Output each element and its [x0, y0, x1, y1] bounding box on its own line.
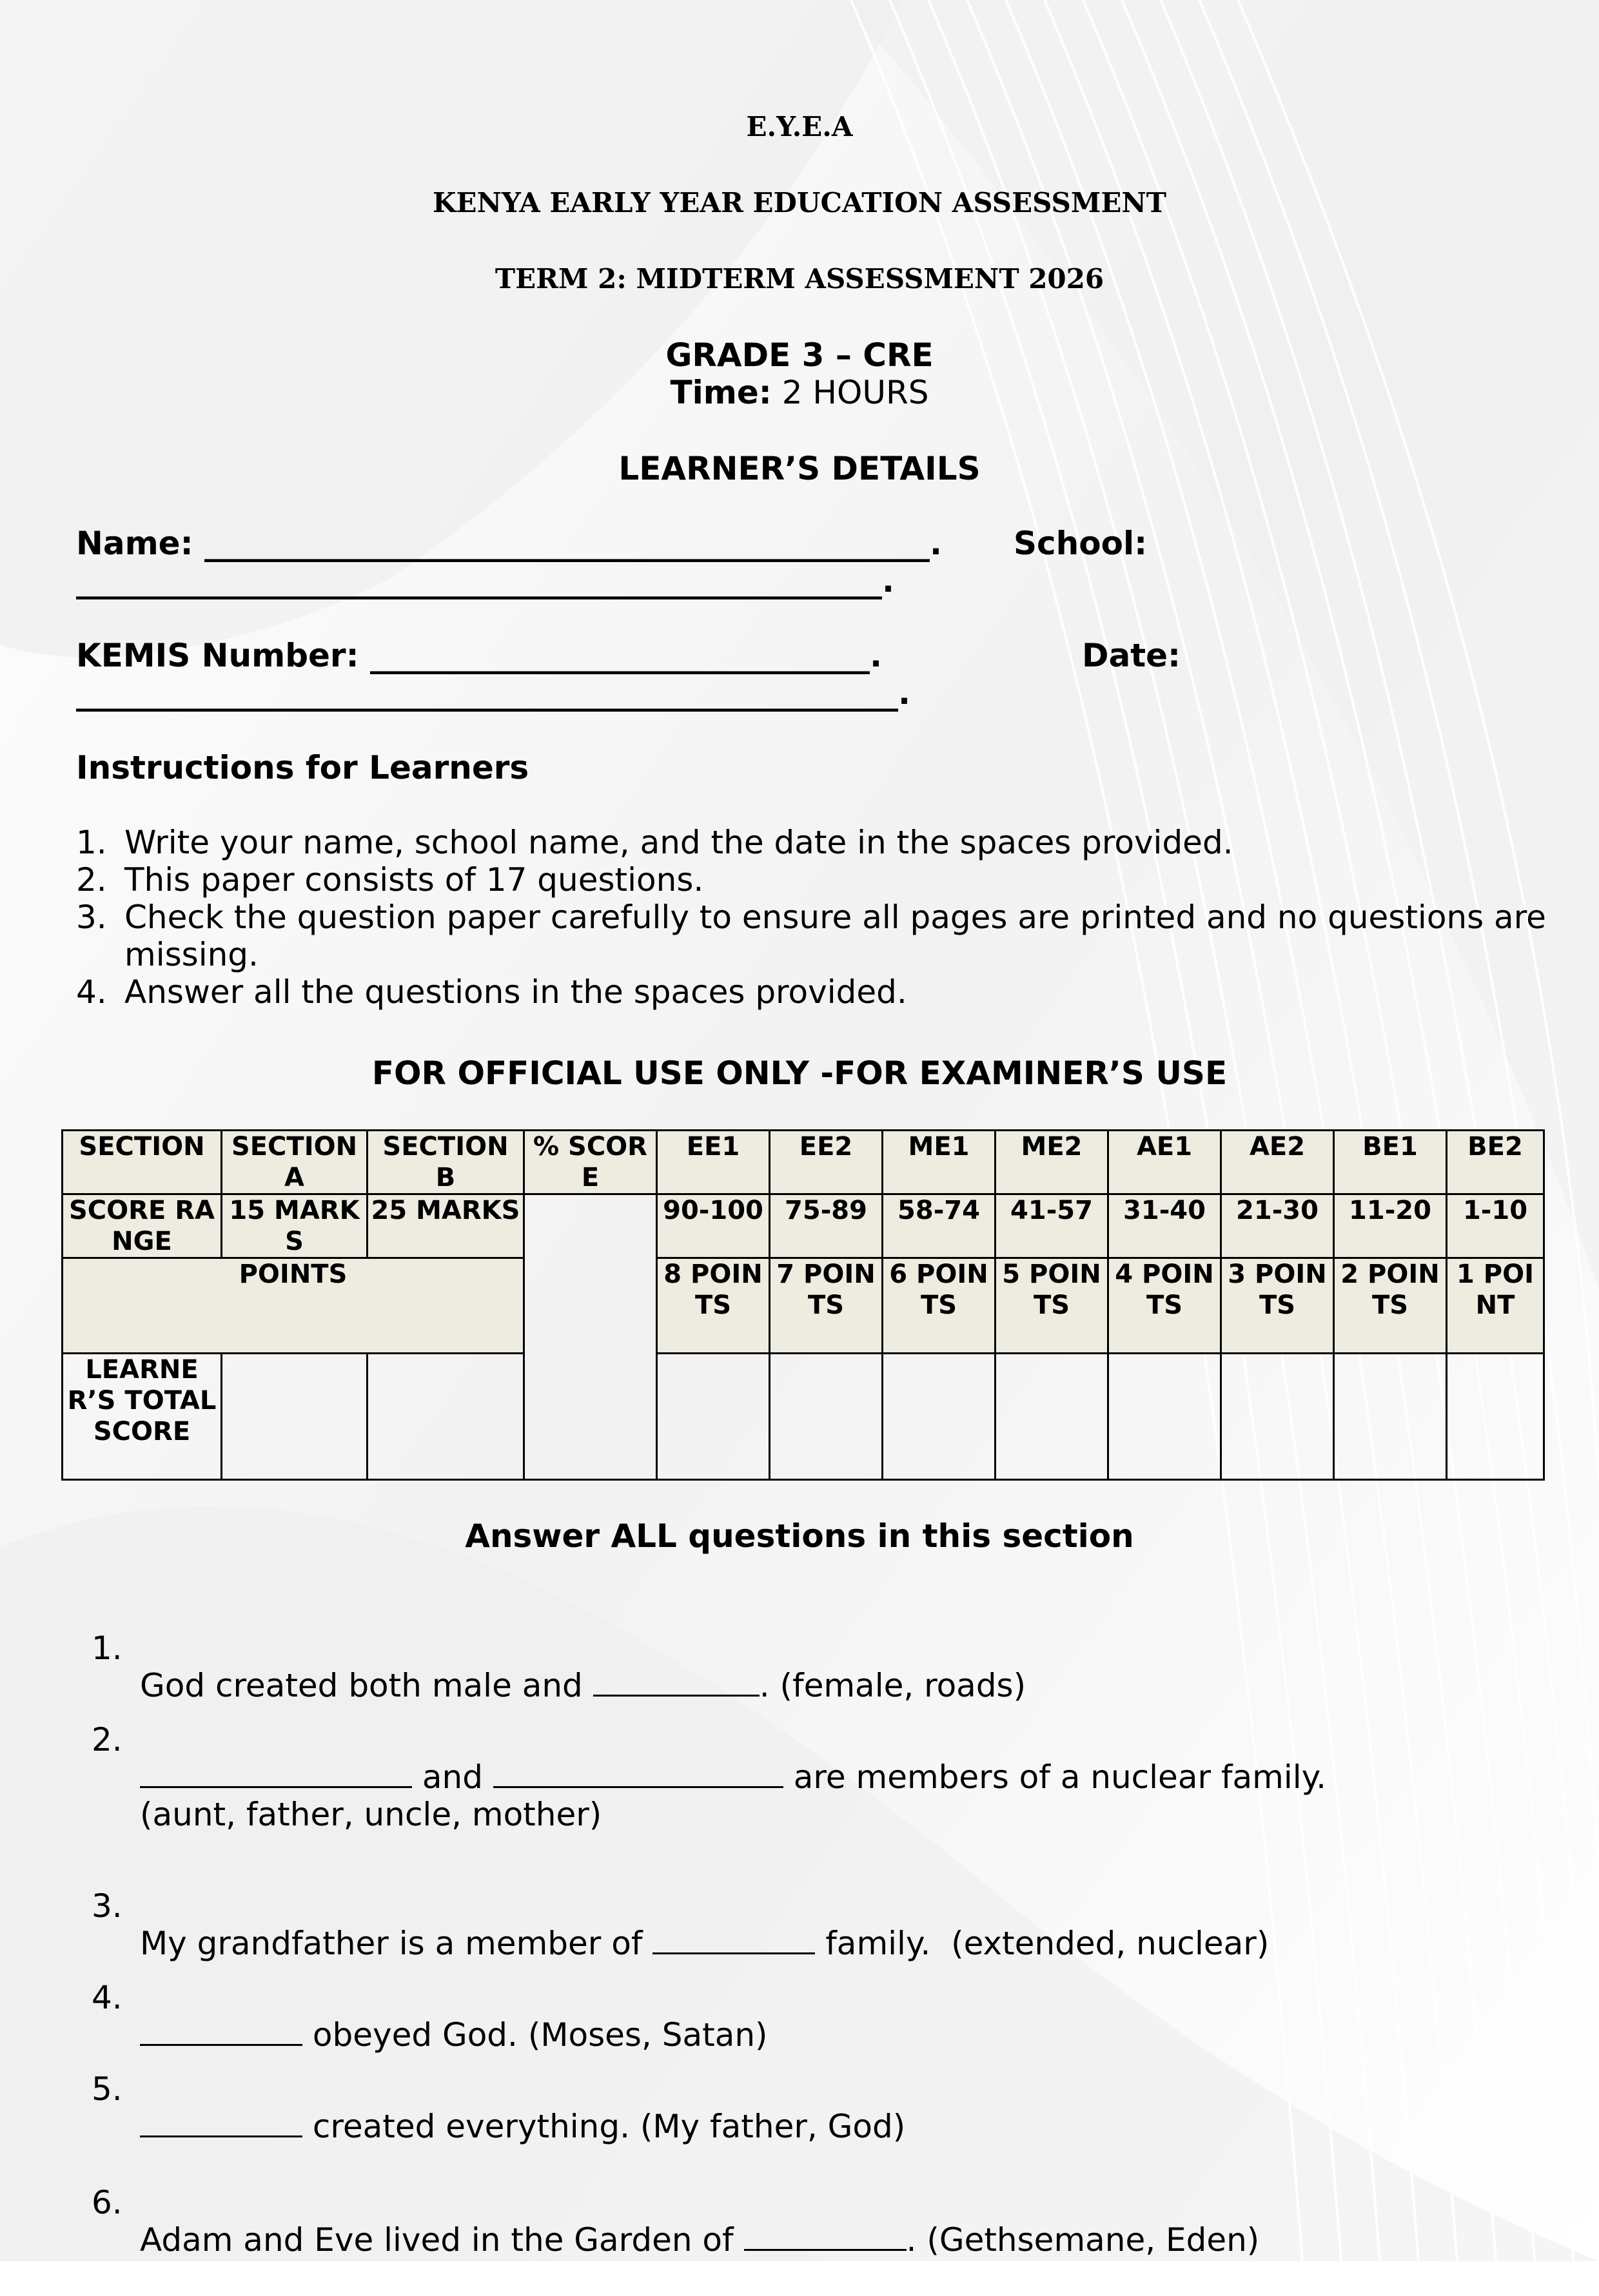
instructions-list: [76, 824, 1559, 1011]
points-value: 2 POINTS: [1334, 1258, 1447, 1354]
answer-blank[interactable]: [593, 1694, 760, 1697]
header-level: AE2: [1221, 1131, 1334, 1194]
question-number: 3.: [92, 1887, 123, 1925]
table-row: [63, 1258, 1544, 1354]
points-value: 7 POINTS: [770, 1258, 883, 1354]
score-range: 21-30: [1221, 1194, 1334, 1258]
instruction-text: This paper consists of 17 questions.: [124, 861, 704, 899]
question-text-after: . (female, roads): [759, 1667, 1026, 1704]
level-score-cell[interactable]: [1447, 1354, 1544, 1480]
header-section: SECTION: [63, 1131, 222, 1194]
points-value: 5 POINTS: [996, 1258, 1108, 1354]
grade-title: GRADE 3 – CRE: [665, 336, 934, 374]
learner-total-score-label: LEARNER’S TOTAL SCORE: [63, 1354, 222, 1480]
answer-blank[interactable]: [493, 1785, 783, 1788]
kemis-blank[interactable]: _______________________________.: [370, 637, 882, 674]
answer-blank[interactable]: [652, 1952, 815, 1954]
term-title: TERM 2: MIDTERM ASSESSMENT 2026: [495, 263, 1104, 295]
question-text: [140, 1925, 1269, 1962]
instruction-number: 2.: [76, 861, 107, 899]
question-text-after: . (Gethsemane, Eden): [906, 2221, 1260, 2259]
time-value: 2 HOURS: [781, 374, 929, 411]
instruction-text: Answer all the questions in the spaces provided.: [124, 973, 907, 1011]
question-text-before: My grandfather is a member of: [140, 1925, 653, 1962]
question-text: [140, 2016, 768, 2054]
question-text-after: created everything. (My father, God): [302, 2108, 906, 2145]
section-a-marks: 15 MARKS: [222, 1194, 368, 1258]
header-level: ME2: [996, 1131, 1108, 1194]
score-range: 11-20: [1334, 1194, 1447, 1258]
instruction-text: Write your name, school name, and the date in the spaces provided.: [124, 824, 1233, 861]
score-range: 1-10: [1447, 1194, 1544, 1258]
examiner-score-table: [61, 1129, 1545, 1481]
time-label: Time:: [670, 374, 772, 411]
question-number: 4.: [92, 1979, 123, 2016]
level-score-cell[interactable]: [883, 1354, 996, 1480]
level-score-cell[interactable]: [770, 1354, 883, 1480]
name-field[interactable]: [76, 525, 942, 562]
answer-blank[interactable]: [140, 1785, 412, 1788]
header-level: ME1: [883, 1131, 996, 1194]
points-value: 8 POINTS: [657, 1258, 770, 1354]
header-section-b: SECTION B: [368, 1131, 524, 1194]
assessment-title: KENYA EARLY YEAR EDUCATION ASSESSMENT: [433, 187, 1166, 219]
name-label: Name:: [76, 525, 193, 562]
header-section-a: SECTION A: [222, 1131, 368, 1194]
section-b-score-cell[interactable]: [368, 1354, 524, 1480]
level-score-cell[interactable]: [1221, 1354, 1334, 1480]
points-value: 1 POINT: [1447, 1258, 1544, 1354]
instruction-text: Check the question paper carefully to ensure all pages are printed and no questions are missing.: [124, 899, 1546, 973]
table-row: [63, 1194, 1544, 1258]
school-label: School:: [1014, 525, 1148, 562]
instructions-heading: Instructions for Learners: [76, 749, 529, 786]
table-row: [63, 1354, 1544, 1480]
answer-blank[interactable]: [744, 2248, 907, 2251]
school-blank[interactable]: __________________________________________________.: [76, 562, 894, 599]
name-blank[interactable]: _____________________________________________.: [204, 525, 943, 562]
question-text-after: are members of a nuclear family.: [783, 1758, 1326, 1796]
question-text-after: family. (extended, nuclear): [815, 1925, 1270, 1962]
question-text: [140, 2221, 1259, 2259]
time-line: [0, 374, 1599, 411]
score-range: 90-100: [657, 1194, 770, 1258]
question-number: 1.: [92, 1630, 123, 1667]
instruction-item: [76, 824, 1559, 861]
score-range-label: SCORE RANGE: [63, 1194, 222, 1258]
instruction-item: [76, 899, 1559, 973]
score-range: 58-74: [883, 1194, 996, 1258]
date-blank[interactable]: ___________________________________________________.: [76, 674, 910, 712]
points-value: 3 POINTS: [1221, 1258, 1334, 1354]
header-pct-score: % SCORE: [524, 1131, 657, 1194]
points-label: POINTS: [63, 1258, 524, 1354]
kemis-label: KEMIS Number:: [76, 637, 359, 674]
question-text-before: God created both male and: [140, 1667, 593, 1704]
instruction-number: 4.: [76, 973, 107, 1011]
question-6: [92, 2146, 1260, 2296]
question-text: [140, 1758, 1326, 1796]
kemis-field[interactable]: [76, 637, 882, 674]
learner-details-heading: LEARNER’S DETAILS: [618, 450, 981, 487]
instruction-number: 1.: [76, 824, 107, 861]
question-text: [140, 1667, 1026, 1704]
header-level: BE2: [1447, 1131, 1544, 1194]
score-range: 75-89: [770, 1194, 883, 1258]
answer-blank[interactable]: [140, 2135, 302, 2137]
points-value: 6 POINTS: [883, 1258, 996, 1354]
section-b-marks: 25 MARKS: [368, 1194, 524, 1258]
question-options: (aunt, father, uncle, mother): [140, 1796, 602, 1833]
level-score-cell[interactable]: [996, 1354, 1108, 1480]
section-heading: Answer ALL questions in this section: [465, 1517, 1134, 1555]
header-level: BE1: [1334, 1131, 1447, 1194]
level-score-cell[interactable]: [1334, 1354, 1447, 1480]
answer-blank[interactable]: [140, 2043, 302, 2046]
header-level: EE1: [657, 1131, 770, 1194]
level-score-cell[interactable]: [1108, 1354, 1221, 1480]
header-level: AE1: [1108, 1131, 1221, 1194]
header-level: EE2: [770, 1131, 883, 1194]
score-range: 41-57: [996, 1194, 1108, 1258]
question-number: 2.: [92, 1721, 123, 1758]
instruction-number: 3.: [76, 899, 107, 936]
pct-score-cell[interactable]: [524, 1194, 657, 1480]
question-number: 6.: [92, 2184, 123, 2221]
question-text-middle: and: [412, 1758, 493, 1796]
instruction-item: [76, 973, 1559, 1011]
question-number: 5.: [92, 2070, 123, 2108]
date-label: Date:: [1082, 637, 1181, 674]
instruction-item: [76, 861, 1559, 899]
official-use-heading: FOR OFFICIAL USE ONLY -FOR EXAMINER’S USE: [371, 1055, 1228, 1092]
score-range: 31-40: [1108, 1194, 1221, 1258]
level-score-cell[interactable]: [657, 1354, 770, 1480]
question-text-after: obeyed God. (Moses, Satan): [302, 2016, 768, 2054]
question-text: [140, 2108, 905, 2145]
section-a-score-cell[interactable]: [222, 1354, 368, 1480]
table-row: [63, 1131, 1544, 1194]
question-text-before: Adam and Eve lived in the Garden of: [140, 2221, 744, 2259]
org-title: E.Y.E.A: [746, 111, 853, 142]
points-value: 4 POINTS: [1108, 1258, 1221, 1354]
